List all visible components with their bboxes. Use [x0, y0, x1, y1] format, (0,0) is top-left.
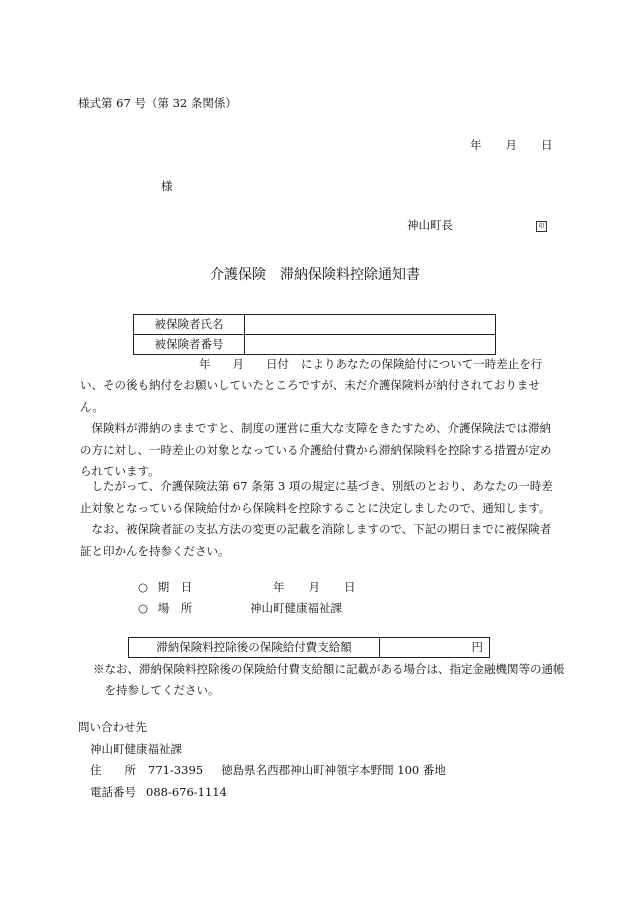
contact-phone-label: 電話番号	[90, 785, 136, 799]
insured-table	[133, 314, 496, 355]
contact-postal: 771-3395	[148, 763, 204, 777]
table-row	[129, 638, 490, 658]
body-paragraph-4: なお、被保険者証の支払方法の変更の記載を消除しますので、下記の期日までに被保険者証と印かんを持参ください。	[80, 522, 552, 558]
schedule-place-value: 神山町健康福祉課	[250, 601, 342, 615]
amount-label: 滞納保険料控除後の保険給付費支給額	[129, 638, 380, 658]
table-row	[134, 335, 496, 355]
body-year: 年	[199, 357, 211, 371]
insured-number-label: 被保険者番号	[134, 335, 245, 355]
body-line1	[199, 356, 542, 372]
page-title: 介護保険 滞納保険料控除通知書	[210, 267, 420, 283]
schedule-place-label: 場 所	[157, 601, 193, 615]
schedule-place-row	[138, 600, 192, 616]
insured-name-value	[245, 315, 496, 335]
body-paragraph-2: 保険料が滞納のままですと、制度の運営に重大な支障をきたすため、介護保険法では滞納の方に対し、一時差止の対象となっている介護給付費から滞納保険料を控除する措置が定められています。	[80, 421, 552, 478]
contact-phone: 088-676-1114	[146, 785, 227, 799]
body-day: 日付	[266, 357, 289, 371]
bullet-icon: ○	[138, 580, 149, 594]
issue-date	[470, 137, 553, 153]
schedule-month: 月	[308, 580, 320, 594]
schedule-date-row	[138, 579, 192, 595]
contact-phone-row	[90, 784, 227, 800]
schedule-day: 日	[344, 580, 356, 594]
contact-address-label: 住 所	[90, 763, 136, 777]
insured-number-value	[245, 335, 496, 355]
schedule-year: 年	[273, 580, 285, 594]
amount-box	[128, 637, 490, 658]
insured-name-label: 被保険者氏名	[134, 315, 245, 335]
issue-date-day: 日	[541, 138, 553, 152]
amount-unit: 円	[380, 638, 490, 658]
issue-date-year: 年	[470, 138, 482, 152]
schedule-date-label: 期 日	[157, 580, 193, 594]
sender-name: 神山町長	[407, 218, 453, 232]
table-row	[134, 315, 496, 335]
schedule-date-value	[273, 579, 356, 595]
form-number: 様式第 67 号（第 32 条関係）	[78, 96, 237, 110]
contact-address-row	[90, 762, 446, 778]
issue-date-month: 月	[505, 138, 517, 152]
note-text: ※なお、滞納保険料控除後の保険給付費支給額に記載がある場合は、指定金融機関等の通帳を持参してください。	[93, 662, 565, 697]
body-month: 月	[232, 357, 244, 371]
seal-mark-text: 印	[536, 221, 547, 232]
addressee-suffix: 様	[161, 179, 173, 193]
bullet-icon: ○	[138, 601, 149, 615]
body-paragraph-3: したがって、介護保険法第 67 条第 3 項の規定に基づき、別紙のとおり、あなたの一時差止対象となっている保険給付から保険料を控除することに決定しましたので、通知します。	[80, 479, 553, 515]
body-paragraph-1: い、その後も納付をお願いしていたところですが、未だ介護保険料が納付されておりません。	[80, 378, 540, 414]
contact-office: 神山町健康福祉課	[90, 742, 182, 756]
contact-heading: 問い合わせ先	[78, 720, 147, 734]
contact-address: 徳島県名西郡神山町神領字本野間 100 番地	[221, 763, 446, 777]
seal-mark	[536, 217, 547, 232]
body-line1-text: によりあなたの保険給付について一時差止を行	[301, 357, 543, 371]
